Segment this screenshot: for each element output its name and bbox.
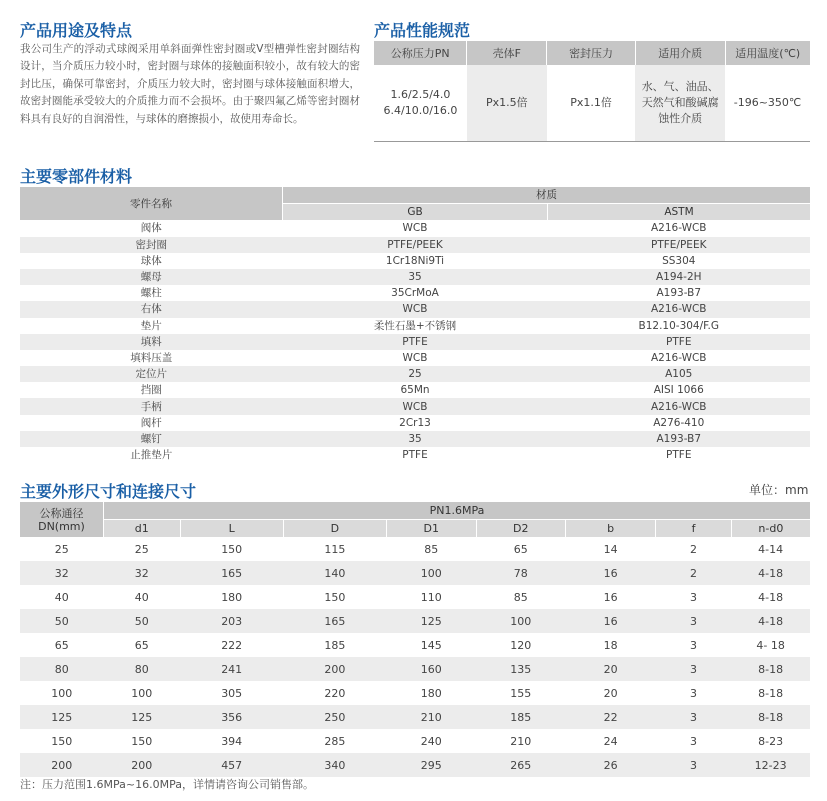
materials-gb-cell: PTFE/PEEK [283, 237, 548, 253]
materials-row [20, 350, 810, 366]
materials-part-cell: 螺柱 [140, 287, 162, 300]
dimensions-value-cell: 18 [603, 638, 618, 652]
dimensions-value-cell: 65 [513, 542, 528, 556]
dimensions-header-col: L [180, 520, 283, 538]
usage-title: 产品用途及特点 [20, 21, 133, 40]
dimensions-value-cell: 110 [420, 590, 442, 604]
dimensions-value-cell: 12-23 [731, 753, 810, 777]
dimensions-row [20, 633, 810, 657]
dimensions-value-cell: 241 [180, 657, 283, 681]
materials-row [20, 366, 810, 382]
dimensions-value-cell: 165 [283, 609, 386, 633]
dimensions-value-cell: 85 [513, 590, 528, 604]
dimensions-value-cell: 16 [566, 609, 656, 633]
materials-row [20, 415, 810, 431]
materials-header-part: 零件名称 [20, 187, 283, 220]
dimensions-value-cell: 356 [180, 705, 283, 729]
performance-seal-cell: Px1.1倍 [547, 65, 636, 142]
materials-gb-cell: WCB [283, 398, 548, 414]
dimensions-value-cell: 24 [603, 734, 618, 748]
dimensions-value-cell: 150 [324, 590, 346, 604]
dimensions-value-cell: 78 [476, 561, 566, 585]
materials-part-cell: 挡圈 [140, 384, 162, 397]
dimensions-row [20, 657, 810, 681]
dimensions-dn-cell: 100 [51, 686, 73, 700]
dimensions-header-col: d1 [103, 520, 180, 538]
dimensions-row [20, 537, 810, 561]
performance-temp-cell: -196~350℃ [725, 65, 810, 142]
dimensions-value-cell: 65 [134, 638, 149, 652]
dimensions-value-cell: 120 [510, 638, 532, 652]
dimensions-value-cell: 135 [476, 657, 566, 681]
dimensions-value-cell: 160 [387, 657, 477, 681]
dimensions-value-cell: 140 [283, 561, 386, 585]
performance-medium-line3: 蚀性介质 [658, 112, 703, 125]
dimensions-value-cell: 295 [387, 753, 477, 777]
dimensions-dn-cell: 25 [54, 542, 69, 556]
performance-shell-cell: Px1.5倍 [467, 65, 547, 142]
materials-row [20, 318, 810, 334]
performance-pn-line1: 1.6/2.5/4.0 [390, 88, 451, 101]
dimensions-value-cell: 20 [566, 657, 656, 681]
materials-gb-cell: 1Cr18Ni9Ti [385, 254, 445, 267]
dimensions-dn-cell: 80 [20, 657, 103, 681]
performance-header-row [374, 41, 810, 65]
materials-part-cell: 垫片 [140, 319, 162, 332]
materials-astm-cell: PTFE/PEEK [548, 237, 811, 253]
materials-astm-cell: A193-B7 [548, 431, 811, 447]
dimensions-value-cell: 40 [134, 590, 149, 604]
materials-row [20, 447, 810, 463]
dimensions-value-cell: 203 [180, 609, 283, 633]
dimensions-value-cell: 22 [566, 705, 656, 729]
dimensions-dn-cell: 65 [54, 638, 69, 652]
materials-gb-cell: WCB [402, 351, 428, 364]
materials-astm-cell: A216-WCB [548, 398, 811, 414]
dimensions-value-cell: 100 [131, 686, 153, 700]
dimensions-row [20, 729, 810, 753]
dimensions-value-cell: 222 [221, 638, 243, 652]
materials-astm-cell: SS304 [662, 254, 696, 267]
dimensions-value-cell: 150 [131, 734, 153, 748]
dimensions-value-cell: 200 [283, 657, 386, 681]
dimensions-value-cell: 457 [180, 753, 283, 777]
dimensions-value-cell: 210 [387, 705, 477, 729]
dimensions-value-cell: 8-18 [758, 686, 784, 700]
materials-astm-cell: A276-410 [653, 416, 705, 429]
dimensions-value-cell: 305 [221, 686, 243, 700]
dimensions-unit: 单位：mm [749, 483, 809, 497]
materials-row [20, 220, 810, 236]
dimensions-header-pn: PN1.6MPa [103, 502, 810, 520]
dimensions-value-cell: 340 [283, 753, 386, 777]
dimensions-value-cell: 4-18 [731, 609, 810, 633]
materials-row [20, 334, 810, 350]
dimensions-dn-cell: 150 [51, 734, 73, 748]
materials-astm-cell: A216-WCB [650, 222, 707, 235]
dimensions-value-cell: 3 [656, 609, 732, 633]
dimensions-value-cell: 185 [476, 705, 566, 729]
dimensions-value-cell: 265 [476, 753, 566, 777]
dimensions-value-cell: 2 [656, 561, 732, 585]
materials-astm-cell: PTFE [666, 449, 692, 462]
performance-row [374, 65, 810, 142]
dimensions-value-cell: 4-18 [758, 590, 784, 604]
dimensions-header-dn [20, 502, 103, 537]
materials-gb-cell: 柔性石墨+不锈钢 [373, 319, 457, 332]
materials-gb-cell: 65Mn [400, 384, 430, 397]
materials-part-cell: 密封圈 [20, 237, 283, 253]
dimensions-value-cell: 115 [324, 542, 346, 556]
materials-gb-cell: PTFE [402, 449, 428, 462]
dimensions-row [20, 705, 810, 729]
dimensions-header-dn-line1: 公称通径 [39, 506, 84, 520]
dimensions-value-cell: 200 [103, 753, 180, 777]
materials-header-gb: GB [283, 204, 548, 221]
materials-astm-cell: A216-WCB [650, 351, 707, 364]
dimensions-note: 注：压力范围1.6MPa~16.0MPa，详情请咨询公司销售部。 [20, 778, 314, 791]
performance-medium-line2: 天然气和酸碱腐 [641, 96, 719, 109]
performance-pn-cell [374, 65, 467, 142]
dimensions-value-cell: 210 [510, 734, 532, 748]
dimensions-value-cell: 220 [324, 686, 346, 700]
materials-gb-cell: 25 [283, 366, 548, 382]
dimensions-title: 主要外形尺寸和连接尺寸 [20, 482, 197, 501]
dimensions-value-cell: 3 [690, 686, 698, 700]
materials-astm-cell: AISI 1066 [653, 384, 704, 397]
materials-part-cell: 阀杆 [140, 416, 162, 429]
dimensions-value-cell: 8-18 [731, 657, 810, 681]
usage-paragraph: 我公司生产的浮动式球阀采用单斜面弹性密封圈或V型槽弹性密封圈结构设计，当介质压力较小时，密封圈与球体的接触面积较小，故有较大的密封比压，确保可靠密封，介质压力较大时，密封圈与球体接触面积增大，故密封圈能承受较大的介质推力而不会损坏。由于聚四氟乙烯等密封圈材料具有良好的自润滑性，与球体的磨擦损小，故使用寿命长。 [20, 43, 360, 125]
materials-row [20, 269, 810, 285]
materials-astm-cell: B12.10-304/F.G [638, 319, 719, 332]
dimensions-value-cell: 394 [221, 734, 243, 748]
dimensions-header-col: D1 [387, 520, 477, 538]
dimensions-dn-cell: 50 [20, 609, 103, 633]
dimensions-value-cell: 180 [221, 590, 243, 604]
dimensions-value-cell: 16 [603, 590, 618, 604]
dimensions-value-cell: 180 [420, 686, 442, 700]
materials-part-cell: 填料压盖 [130, 351, 173, 364]
dimensions-row [20, 561, 810, 585]
dimensions-value-cell: 4-14 [758, 542, 784, 556]
performance-header-seal: 密封压力 [547, 41, 636, 65]
dimensions-value-cell: 100 [387, 561, 477, 585]
dimensions-value-cell: 4- 18 [756, 638, 785, 652]
materials-astm-cell: PTFE [548, 334, 811, 350]
materials-header-row-1 [20, 187, 810, 204]
dimensions-value-cell: 85 [424, 542, 439, 556]
dimensions-value-cell: 16 [566, 561, 656, 585]
materials-header-material: 材质 [283, 187, 811, 204]
materials-row [20, 285, 810, 301]
materials-part-cell: 螺母 [20, 269, 283, 285]
materials-table [20, 187, 810, 463]
dimensions-dn-cell: 200 [20, 753, 103, 777]
dimensions-value-cell: 2 [690, 542, 698, 556]
dimensions-header-col: n-d0 [731, 520, 810, 538]
materials-astm-cell: A216-WCB [548, 301, 811, 317]
materials-part-cell: 阀体 [140, 222, 162, 235]
dimensions-header-col: f [656, 520, 732, 538]
materials-row [20, 382, 810, 398]
dimensions-value-cell: 3 [690, 590, 698, 604]
materials-row [20, 431, 810, 447]
performance-pn-line2: 6.4/10.0/16.0 [383, 104, 458, 117]
dimensions-row [20, 681, 810, 705]
dimensions-value-cell: 125 [387, 609, 477, 633]
dimensions-header-col: D2 [476, 520, 566, 538]
dimensions-value-cell: 155 [510, 686, 532, 700]
materials-header-astm: ASTM [548, 204, 811, 221]
dimensions-value-cell: 32 [103, 561, 180, 585]
materials-gb-cell: 35 [283, 431, 548, 447]
materials-part-cell: 手柄 [20, 398, 283, 414]
performance-table [374, 41, 810, 142]
dimensions-value-cell: 4-18 [731, 561, 810, 585]
materials-gb-cell: PTFE [283, 334, 548, 350]
dimensions-value-cell: 165 [180, 561, 283, 585]
materials-row [20, 398, 810, 414]
dimensions-value-cell: 3 [656, 753, 732, 777]
dimensions-value-cell: 8-18 [731, 705, 810, 729]
dimensions-value-cell: 250 [283, 705, 386, 729]
materials-title: 主要零部件材料 [20, 167, 133, 186]
performance-title: 产品性能规范 [374, 21, 471, 40]
dimensions-value-cell: 3 [690, 734, 698, 748]
materials-row [20, 301, 810, 317]
materials-gb-cell: 2Cr13 [399, 416, 431, 429]
performance-header-medium: 适用介质 [635, 41, 725, 65]
dimensions-value-cell: 3 [656, 705, 732, 729]
materials-gb-cell: WCB [283, 301, 548, 317]
dimensions-header-col: b [566, 520, 656, 538]
dimensions-value-cell: 145 [420, 638, 442, 652]
materials-astm-cell: A105 [548, 366, 811, 382]
dimensions-value-cell: 20 [603, 686, 618, 700]
dimensions-dn-cell: 40 [54, 590, 69, 604]
dimensions-value-cell: 285 [324, 734, 346, 748]
dimensions-dn-cell: 32 [20, 561, 103, 585]
materials-astm-cell: A193-B7 [656, 287, 702, 300]
performance-header-pn: 公称压力PN [374, 41, 467, 65]
dimensions-value-cell: 26 [566, 753, 656, 777]
materials-part-cell: 螺钉 [20, 431, 283, 447]
dimensions-row [20, 609, 810, 633]
materials-part-cell: 右体 [20, 301, 283, 317]
dimensions-value-cell: 3 [690, 638, 698, 652]
dimensions-row [20, 753, 810, 777]
materials-part-cell: 填料 [20, 334, 283, 350]
materials-gb-cell: WCB [402, 222, 428, 235]
materials-part-cell: 球体 [140, 254, 162, 267]
dimensions-value-cell: 80 [103, 657, 180, 681]
dimensions-value-cell: 100 [476, 609, 566, 633]
dimensions-value-cell: 3 [656, 657, 732, 681]
dimensions-value-cell: 8-23 [758, 734, 784, 748]
dimensions-dn-cell: 125 [20, 705, 103, 729]
dimensions-header-col: D [283, 520, 386, 538]
dimensions-table [20, 502, 810, 777]
materials-gb-cell: 35 [283, 269, 548, 285]
dimensions-value-cell: 150 [221, 542, 243, 556]
dimensions-value-cell: 14 [603, 542, 618, 556]
dimensions-header-row-1 [20, 502, 810, 520]
dimensions-row [20, 585, 810, 609]
dimensions-header-row-2 [20, 520, 810, 538]
materials-row [20, 253, 810, 269]
performance-header-temp: 适用温度(℃) [725, 41, 810, 65]
dimensions-value-cell: 240 [420, 734, 442, 748]
materials-astm-cell: A194-2H [548, 269, 811, 285]
dimensions-value-cell: 185 [324, 638, 346, 652]
materials-row [20, 237, 810, 253]
dimensions-value-cell: 50 [103, 609, 180, 633]
materials-part-cell: 定位片 [20, 366, 283, 382]
performance-medium-line1: 水、气、油品、 [641, 80, 719, 93]
materials-gb-cell: 35CrMoA [391, 287, 439, 300]
performance-medium-cell [635, 65, 725, 142]
dimensions-header-dn-line2: DN(mm) [38, 519, 85, 533]
dimensions-value-cell: 25 [134, 542, 149, 556]
materials-part-cell: 止推垫片 [130, 449, 173, 462]
dimensions-value-cell: 125 [103, 705, 180, 729]
performance-header-shell: 壳体F [467, 41, 547, 65]
